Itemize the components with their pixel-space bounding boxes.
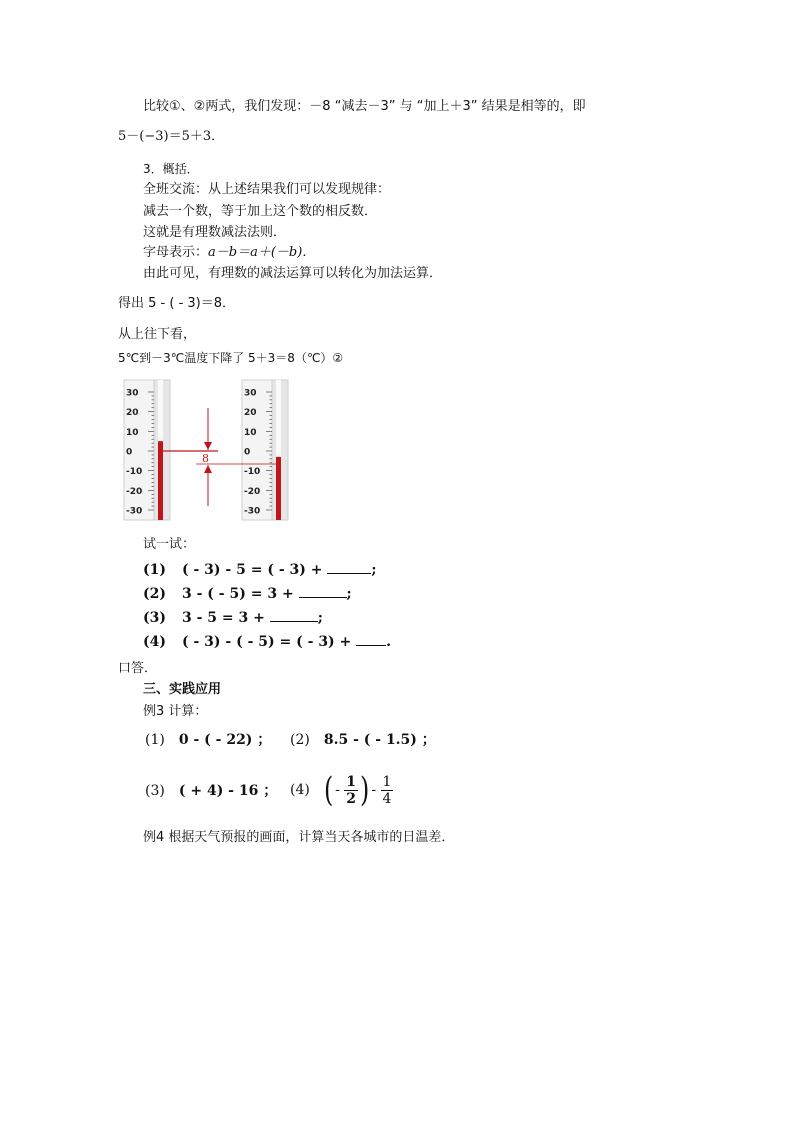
left-mercury — [158, 441, 163, 520]
tick-label-left: -20 — [126, 486, 143, 497]
from-top-line: 从上往下看， — [118, 327, 197, 342]
letter-formula: a－b＝a＋(－b)． — [208, 245, 316, 260]
tick-label-right: -30 — [244, 506, 261, 517]
letter-label: 字母表示： — [143, 245, 209, 260]
tick-label-left: -30 — [126, 506, 143, 517]
tick-label-right: 20 — [244, 408, 257, 419]
compare-line-1: 比较①、②两式，我们发现：－8 “减去－3” 与 “加上＋3” 结果是相等的，即 — [143, 99, 586, 114]
problem-1 — [145, 731, 271, 749]
tick-label-right: 30 — [244, 388, 257, 399]
example-4: 例4 根据天气预报的画面，计算当天各城市的日温差． — [143, 830, 455, 845]
problem-number: (3) — [145, 783, 165, 799]
difference-label: 8 — [202, 452, 209, 465]
try-item-number: (4) — [143, 634, 166, 650]
answer-blank[interactable] — [270, 609, 318, 622]
compare-line-2: 5－(−3)＝5＋3． — [118, 129, 225, 144]
try-item-1: (1) ( - 3) - 5 = ( - 3) + ; — [143, 562, 377, 578]
problem-number: (4) — [290, 782, 310, 798]
problem-2 — [290, 731, 436, 749]
result-line: 得出 5 - ( - 3)＝8． — [118, 296, 236, 311]
down-arrow-icon — [204, 442, 212, 450]
problem-expression: ( + 4) - 16 ； — [178, 783, 278, 799]
generalize-heading: 3．概括． — [143, 162, 199, 176]
try-item-expression: ( - 3) - ( - 5) = ( - 3) + — [182, 634, 352, 650]
try-item-4: (4) ( - 3) - ( - 5) = ( - 3) + . — [143, 634, 392, 650]
generalize-line-1: 全班交流：从上述结果我们可以发现规律： — [143, 182, 391, 197]
problem-expression: 0 - ( - 22) ； — [178, 732, 272, 748]
try-item-number: (3) — [143, 610, 166, 626]
oral-answer: 口答． — [118, 661, 158, 676]
tick-label-right: -20 — [244, 486, 261, 497]
tick-label-left: 0 — [126, 447, 133, 458]
try-item-expression: 3 - ( - 5) = 3 + — [182, 586, 294, 602]
generalize-line-5: 由此可见，有理数的减法运算可以转化为加法运算． — [143, 266, 443, 281]
tick-label-right: 0 — [244, 447, 251, 458]
answer-blank[interactable] — [299, 585, 347, 598]
thermometer-figure — [118, 378, 298, 523]
problem-number: (1) — [145, 732, 165, 748]
tick-label-left: -10 — [126, 467, 143, 478]
try-item-number: (2) — [143, 586, 166, 602]
generalize-line-3: 这就是有理数减法法则． — [143, 225, 287, 240]
try-heading: 试一试： — [143, 537, 196, 552]
tick-label-left: 20 — [126, 408, 139, 419]
tick-label-left: 10 — [126, 427, 139, 438]
problem-expression: 8.5 - ( - 1.5) ； — [323, 732, 436, 748]
section-heading: 三、实践应用 — [143, 682, 222, 697]
answer-blank[interactable] — [356, 633, 386, 646]
tick-label-left: 30 — [126, 388, 139, 399]
up-arrow-icon — [204, 465, 212, 473]
problem-number: (2) — [290, 732, 310, 748]
answer-blank[interactable] — [327, 561, 371, 574]
right-mercury — [276, 457, 281, 520]
fraction: $\frac{1}{2}$ — [346, 773, 357, 807]
generalize-line-4 — [143, 244, 315, 262]
problem-4: (4) ( - $\frac{1}{2}$ ) - $\frac{1}{4}$ — [290, 770, 392, 810]
fraction: $\frac{1}{4}$ — [382, 773, 392, 807]
try-item-expression: 3 - 5 = 3 + — [182, 610, 265, 626]
generalize-line-2: 减去一个数，等于加上这个数的相反数． — [143, 204, 378, 219]
try-item-number: (1) — [143, 562, 166, 578]
try-item-expression: ( - 3) - 5 = ( - 3) + — [182, 562, 323, 578]
tick-label-right: -10 — [244, 467, 261, 478]
example-3-label: 例3 计算： — [143, 704, 208, 719]
try-item-3: (3) 3 - 5 = 3 + ; — [143, 610, 323, 626]
problem-3 — [145, 782, 277, 800]
tick-label-right: 10 — [244, 427, 257, 438]
try-item-2: (2) 3 - ( - 5) = 3 + ; — [143, 586, 352, 602]
temperature-line: 5℃到－3℃温度下降了 5＋3＝8（℃）② — [118, 351, 344, 365]
